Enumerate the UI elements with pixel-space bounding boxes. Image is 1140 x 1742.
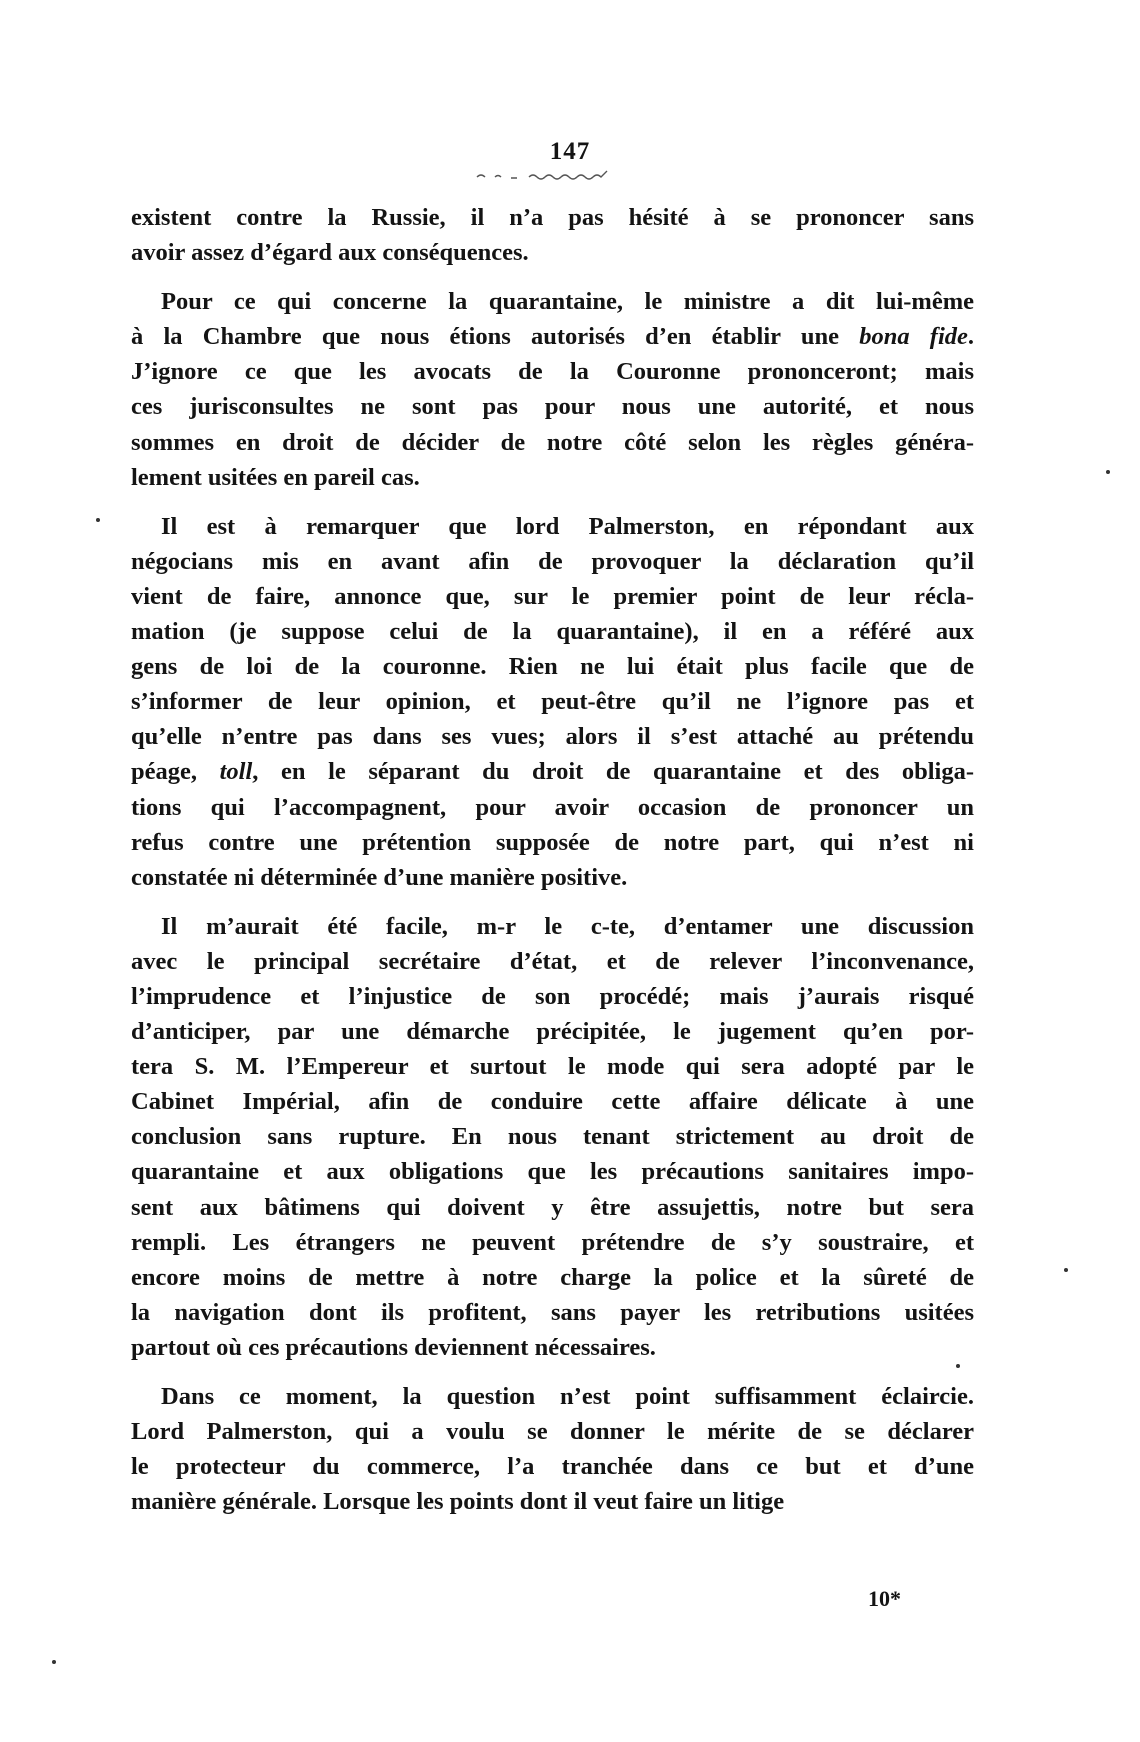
text-line: mation (je suppose celui de la quarantaine), il en a référé aux — [131, 618, 974, 646]
text-line: Cabinet Impérial, afin de conduire cette affaire délicate à une — [131, 1088, 974, 1116]
text-line: sommes en droit de décider de notre côté selon les règles généra- — [131, 428, 974, 456]
text-line: vient de faire, annonce que, sur le premier point de leur récla- — [131, 582, 974, 610]
text-line: Pour ce qui concerne la quarantaine, le ministre a dit lui-même — [161, 288, 974, 316]
paragraph — [131, 1379, 974, 1519]
text-line: J’ignore ce que les avocats de la Couronne prononceront; mais — [131, 358, 974, 386]
text-line: péage, toll, en le séparant du droit de quarantaine et des obliga- — [131, 758, 974, 786]
text-line: conclusion sans rupture. En nous tenant strictement au droit de — [131, 1123, 974, 1151]
paragraph — [131, 284, 974, 495]
text-line: l’imprudence et l’injustice de son procédé; mais j’aurais risqué — [131, 982, 974, 1010]
text-line: existent contre la Russie, il n’a pas hésité à se prononcer sans — [131, 204, 974, 231]
paragraph-gap — [131, 270, 974, 284]
text-line: ces jurisconsultes ne sont pas pour nous une autorité, et nous — [131, 393, 974, 421]
italic-term: bona fide — [859, 323, 968, 351]
text-line: à la Chambre que nous étions autorisés d’en établir une bona fide. — [131, 323, 974, 351]
paragraph-gap — [131, 895, 974, 909]
text-line: tions qui l’accompagnent, pour avoir occasion de prononcer un — [131, 793, 974, 821]
body-text — [131, 200, 974, 1519]
text-line: rempli. Les étrangers ne peuvent prétendre de s’y soustraire, et — [131, 1228, 974, 1256]
print-speck — [52, 1660, 56, 1664]
text-line: d’anticiper, par une démarche précipitée, le jugement qu’en por- — [131, 1018, 974, 1046]
italic-term: toll — [219, 758, 253, 786]
text-line: Il est à remarquer que lord Palmerston, en répondant aux — [161, 512, 974, 540]
text-line: constatée ni déterminée d’une manière positive. — [131, 863, 628, 891]
text-line: partout où ces précautions deviennent nécessaires. — [131, 1333, 656, 1361]
text-line: sent aux bâtimens qui doivent y être assujettis, notre but sera — [131, 1193, 974, 1221]
paragraph-gap — [131, 1365, 974, 1379]
text-line: encore moins de mettre à notre charge la police et la sûreté de — [131, 1263, 974, 1291]
text-line: Lord Palmerston, qui a voulu se donner le mérite de se déclarer — [131, 1418, 974, 1446]
text-line: la navigation dont ils profitent, sans payer les retributions usitées — [131, 1298, 974, 1326]
text-line: Il m’aurait été facile, m-r le c-te, d’entamer une discussion — [161, 912, 974, 940]
paragraph — [131, 509, 974, 895]
text-line: gens de loi de la couronne. Rien ne lui était plus facile que de — [131, 653, 974, 681]
page-number: 147 — [549, 138, 591, 165]
paragraph — [131, 200, 974, 270]
paragraph — [131, 909, 974, 1365]
text-line: s’informer de leur opinion, et peut-être qu’il ne l’ignore pas et — [131, 688, 974, 716]
text-line: tera S. M. l’Empereur et surtout le mode qui sera adopté par le — [131, 1053, 974, 1081]
header-ornament-icon — [475, 168, 635, 184]
print-speck — [1106, 470, 1110, 474]
text-line: le protecteur du commerce, l’a tranchée dans ce but et d’une — [131, 1453, 974, 1481]
text-line: refus contre une prétention supposée de notre part, qui n’est ni — [131, 828, 974, 856]
text-line: manière générale. Lorsque les points dont il veut faire un litige — [131, 1488, 785, 1516]
text-line: négocians mis en avant afin de provoquer la déclaration qu’il — [131, 547, 974, 575]
print-speck — [96, 518, 100, 522]
print-speck — [956, 1364, 960, 1368]
text-line: lement usitées en pareil cas. — [131, 463, 420, 491]
paragraph-gap — [131, 495, 974, 509]
text-line: Dans ce moment, la question n’est point suffisamment éclaircie. — [161, 1383, 974, 1410]
print-speck — [1064, 1268, 1068, 1272]
text-line: avec le principal secrétaire d’état, et de relever l’inconvenance, — [131, 947, 974, 975]
signature-mark: 10* — [868, 1586, 901, 1611]
text-line: avoir assez d’égard aux conséquences. — [131, 239, 529, 267]
text-line: quarantaine et aux obligations que les précautions sanitaires impo- — [131, 1158, 974, 1186]
text-line: qu’elle n’entre pas dans ses vues; alors il s’est attaché au prétendu — [131, 723, 974, 751]
